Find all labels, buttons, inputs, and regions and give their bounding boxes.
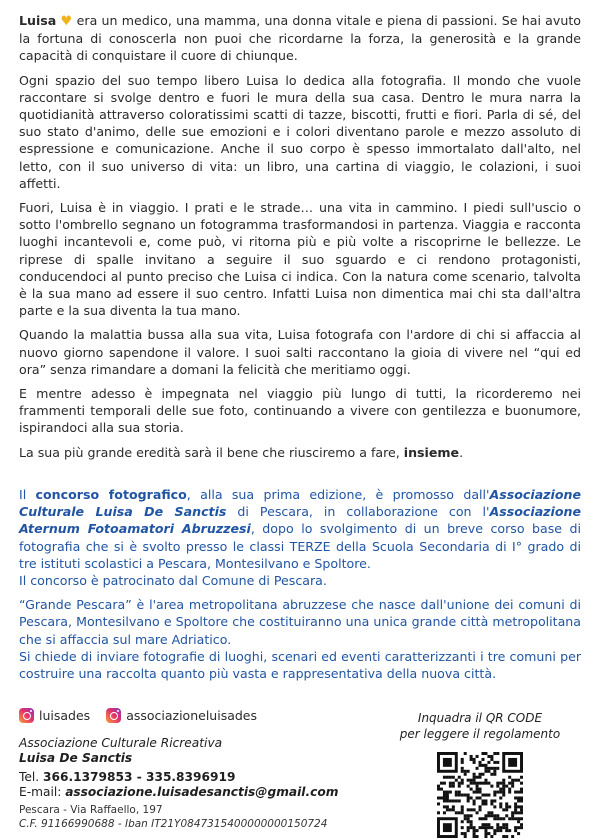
social-item-associazioneluisades[interactable]	[106, 708, 257, 723]
contest-p1-a: Il	[19, 487, 27, 502]
social-links	[19, 708, 273, 723]
grande-pescara-text: “Grande Pescara” è l'area metropolitana abruzzese che nasce dall'unione dei comuni di Pescara, Montesilvano e Spoltore che costituiranno una unica grande città metropolitana che si affaccia sul mare Adriatico.	[19, 597, 581, 647]
footer	[19, 708, 581, 836]
intro-text: era un medico, una mamma, una donna vitale e piena di passioni. Se hai avuto la fortuna di conoscerla non puoi che ricordarne la forza, la generosità e la grande capacità di conquistare il cuore di chiunque.	[19, 13, 581, 64]
patronage-line: Il concorso è patrocinato dal Comune di Pescara.	[19, 573, 327, 589]
social-item-luisades[interactable]	[19, 708, 90, 723]
phone-line	[19, 770, 338, 785]
assoc-line-2: Luisa De Sanctis	[19, 751, 133, 765]
qr-caption-1: Inquadra il QR CODE	[417, 711, 543, 725]
email-line	[19, 785, 338, 800]
instagram-icon	[106, 708, 121, 723]
heart-icon: ♥	[60, 14, 73, 29]
assoc-line-1: Associazione Culturale Ricreativa	[19, 736, 223, 750]
contest-paragraph-1	[19, 486, 581, 589]
contest-p1-e: di Pescara, in collaborazione con l'	[226, 504, 490, 520]
closing-bold: insieme	[403, 444, 460, 460]
paragraph-photography: Ogni spazio del suo tempo libero Luisa lo dedica alla fotografia. Il mondo che vuole raccontare si svolge dentro e fuori le mura della sua casa. Dentro le mura narra la quotidianità attraverso coloratissimi scatti di tazze, biscotti, frutti e fiori. Parla di sé, del suo stato d'animo, delle sue emozioni e i colori diventano parole e mezzo assoluto di espressione e comunicazione. Anche il suo corpo è spesso immortalato dall'alto, nel letto, con il suo universo di vita: un libro, una cartina di viaggio, le colazioni, i suoi affetti.	[19, 72, 581, 191]
contest-title: concorso fotografico	[35, 487, 187, 502]
contest-request-text: Si chiede di inviare fotografie di luoghi, scenari ed eventi caratterizzanti i tre comuni per costruire una raccolta quanto più vasta e rappresentativa della nuova città.	[19, 648, 581, 682]
social-handle: luisades	[39, 708, 91, 723]
email-label: E-mail:	[19, 785, 62, 799]
paragraph-travel: Fuori, Luisa è in viaggio. I prati e le strade… una vita in cammino. I piedi sull'uscio o sotto l'ombrello segnano un fotogramma trasformandosi in partenza. Viaggia e racconta luoghi incantevoli e, come può, vi ritorna più e più volte a riscoprirne le bellezze. Le riprese di spalle invitano a seguire il suo sguardo e ci rendono protagonisti, conducendoci al punto preciso che Luisa ci indica. Con la natura come scenario, talvolta è la sua mano ad essere il suo centro. Infatti Luisa non dimentica mai chi sta dall'altra parte e la sua diventa la tua mano.	[19, 200, 581, 319]
instagram-icon	[19, 708, 34, 723]
closing-text: La sua più grande eredità sarà il bene che riusciremo a fare,	[19, 444, 400, 460]
qr-area	[379, 710, 581, 838]
intro-paragraph	[19, 12, 581, 65]
closing-end: .	[459, 444, 464, 460]
qr-code[interactable]	[437, 752, 523, 838]
fiscal-line: C.F. 91166990688 - Iban IT21Y0847315400000000150724	[19, 818, 328, 830]
address-line: Pescara - Via Raffaello, 197	[19, 804, 163, 816]
contest-paragraph-2	[19, 596, 581, 682]
email-address[interactable]: associazione.luisadesanctis@gmail.com	[65, 785, 339, 799]
paragraph-closing	[19, 444, 581, 461]
contact-block	[19, 736, 338, 831]
partner-association: Associazione Aternum Fotoamatori Abruzzesi	[19, 504, 581, 537]
association-name: Associazione Culturale Luisa De Sanctis	[19, 487, 581, 520]
tel-numbers[interactable]: 366.1379853 - 335.8396919	[43, 770, 236, 784]
paragraph-memory: E mentre adesso è impegnata nel viaggio più lungo di tutti, la ricorderemo nei frammenti temporali delle sue foto, continuando a vivere con gentilezza e buonumore, ispirandoci alla sua storia.	[19, 386, 581, 436]
name-luisa: Luisa	[19, 13, 57, 28]
tel-label: Tel.	[19, 770, 40, 784]
contest-p1-c: , alla sua prima edizione, è promosso dall'	[186, 487, 490, 502]
contest-p1-g: , dopo lo svolgimento di un breve corso base di fotografia che si è svolto presso le classi TERZE della Scuola Secondaria di I° grado di tre istituti scolastici a Pescara, Montesilvano e Spoltore.	[19, 521, 581, 571]
contest-section	[19, 486, 581, 682]
story-section	[19, 12, 581, 461]
paragraph-illness: Quando la malattia bussa alla sua vita, Luisa fotografa con l'ardore di chi si affaccia al nuovo giorno sapendone il valore. I suoi salti raccontano la gioia di vivere nel “qui ed ora” senza rimandare a domani la felicità che meritiamo oggi.	[19, 327, 581, 377]
social-handle: associazioneluisades	[126, 708, 257, 723]
qr-caption-2: per leggere il regolamento	[399, 727, 561, 741]
